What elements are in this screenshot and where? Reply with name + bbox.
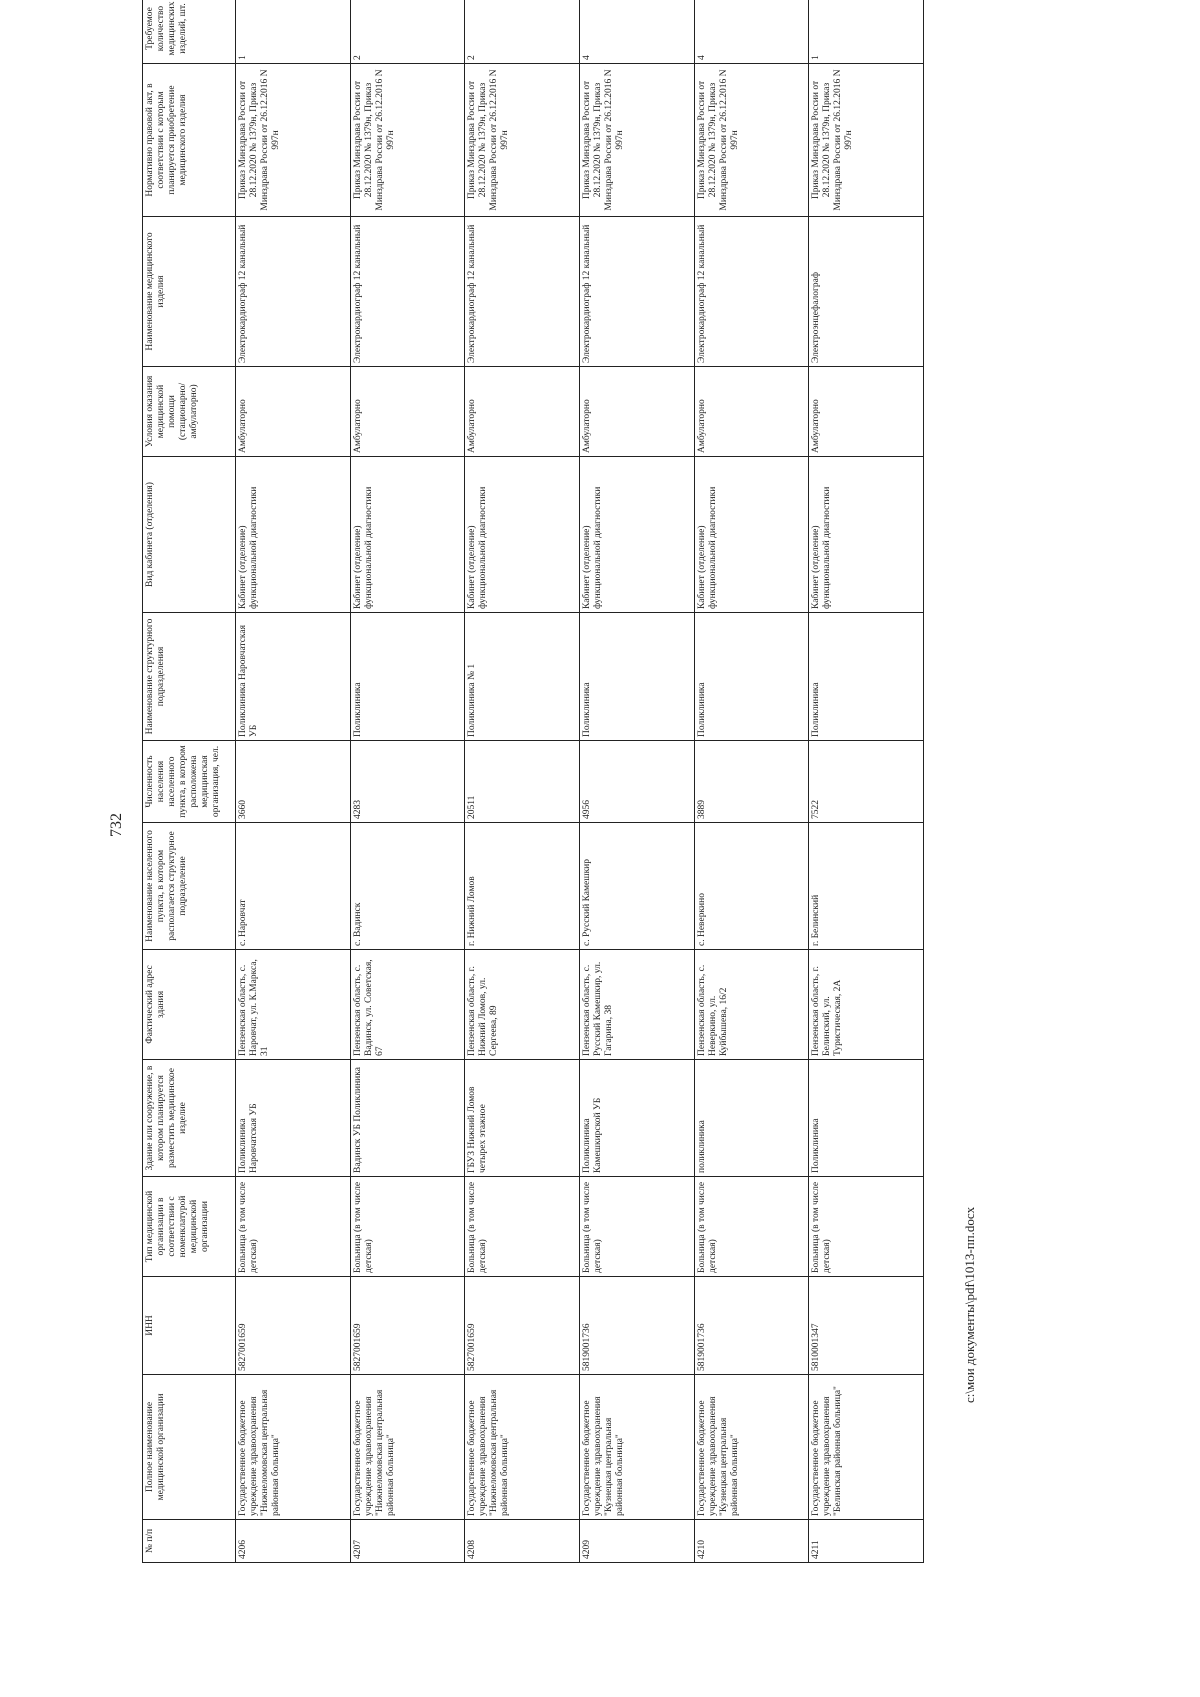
- settlement: г. Белинский: [809, 823, 924, 950]
- conditions: Амбулаторно: [350, 367, 465, 457]
- table-row: [579, 0, 694, 1563]
- cabinet: Кабинет (отделение) функциональной диагностики: [809, 457, 924, 613]
- quantity: 2: [350, 0, 465, 64]
- row-number: 4206: [236, 1520, 351, 1563]
- table-row: [809, 0, 924, 1563]
- device: Электрокардиограф 12 канальный: [694, 217, 809, 367]
- table-row: [694, 0, 809, 1563]
- population: 20511: [465, 741, 580, 823]
- conditions: Амбулаторно: [465, 367, 580, 457]
- inn: 5819001736: [694, 1277, 809, 1375]
- address: Пензенская область, с. Наровчат, ул. К.Маркса, 31: [236, 950, 351, 1060]
- building: Поликлиника Наровчатская УБ: [236, 1060, 351, 1177]
- org-name: Государственное бюджетное учреждение здравоохранения "Кузнецкая центральная районная больница": [579, 1375, 694, 1520]
- header-cell: Вид кабинета (отделения): [143, 457, 236, 613]
- header-cell: ИНН: [143, 1277, 236, 1375]
- page-number: 732: [108, 813, 125, 837]
- cabinet: Кабинет (отделение) функциональной диагностики: [694, 457, 809, 613]
- cabinet: Кабинет (отделение) функциональной диагностики: [236, 457, 351, 613]
- cabinet: Кабинет (отделение) функциональной диагностики: [465, 457, 580, 613]
- org-type: Больница (в том числе детская): [465, 1177, 580, 1277]
- header-cell: Наименование структурного подразделения: [143, 613, 236, 741]
- conditions: Амбулаторно: [694, 367, 809, 457]
- medical-devices-table: [142, 0, 924, 1563]
- org-type: Больница (в том числе детская): [809, 1177, 924, 1277]
- org-type: Больница (в том числе детская): [236, 1177, 351, 1277]
- org-type: Больница (в том числе детская): [350, 1177, 465, 1277]
- legal-act: Приказ Минздрава России от 28.12.2020 № 1379н, Приказ Минздрава России от 26.12.2016 N 997н: [350, 64, 465, 217]
- unit: Поликлиника: [579, 613, 694, 741]
- legal-act: Приказ Минздрава России от 28.12.2020 № 1379н, Приказ Минздрава России от 26.12.2016 N 997н: [465, 64, 580, 217]
- cabinet: Кабинет (отделение) функциональной диагностики: [350, 457, 465, 613]
- header-row: [143, 0, 236, 1563]
- building: ГБУЗ Нижний Ломов четырех этажное: [465, 1060, 580, 1177]
- quantity: 2: [465, 0, 580, 64]
- header-cell: Наименование населенного пункта, в котором располагается структурное подразделение: [143, 823, 236, 950]
- header-cell: Нормативно правовой акт, в соответствии с которым планируется приобретение медицинского изделия: [143, 64, 236, 217]
- device: Электрокардиограф 12 канальный: [579, 217, 694, 367]
- address: Пензенская область, с. Русский Камешкир, ул. Гагарина, 38: [579, 950, 694, 1060]
- inn: 5827001659: [465, 1277, 580, 1375]
- org-name: Государственное бюджетное учреждение здравоохранения "Кузнецкая центральная районная больница": [694, 1375, 809, 1520]
- inn: 5827001659: [236, 1277, 351, 1375]
- conditions: Амбулаторно: [809, 367, 924, 457]
- header-cell: Требуемое количество медицинских изделий, шт.: [143, 0, 236, 64]
- header-cell: Наименование медицинского изделия: [143, 217, 236, 367]
- row-number: 4207: [350, 1520, 465, 1563]
- building: Поликлиника Камешкирской УБ: [579, 1060, 694, 1177]
- row-number: 4209: [579, 1520, 694, 1563]
- header-cell: Полное наименование медицинской организации: [143, 1375, 236, 1520]
- file-path-footer: c:\мои документы\pdf\1013-пп.docx: [962, 1206, 977, 1403]
- unit: Поликлиника: [694, 613, 809, 741]
- org-type: Больница (в том числе детская): [579, 1177, 694, 1277]
- org-name: Государственное бюджетное учреждение здравоохранения "Нижнеломовская центральная районная больница": [465, 1375, 580, 1520]
- address: Пензенская область, с. Вадинск, ул. Советская, 67: [350, 950, 465, 1060]
- legal-act: Приказ Минздрава России от 28.12.2020 № 1379н, Приказ Минздрава России от 26.12.2016 N 997н: [236, 64, 351, 217]
- quantity: 4: [579, 0, 694, 64]
- org-name: Государственное бюджетное учреждение здравоохранения "Нижнеломовская центральная районная больница": [350, 1375, 465, 1520]
- conditions: Амбулаторно: [236, 367, 351, 457]
- rotated-page: [100, 1, 1020, 1635]
- org-name: Государственное бюджетное учреждение здравоохранения "Белинская районная больница": [809, 1375, 924, 1520]
- device: Электрокардиограф 12 канальный: [350, 217, 465, 367]
- header-cell: Тип медицинской организации в соответствии с номенклатурой медицинской организации: [143, 1177, 236, 1277]
- population: 4283: [350, 741, 465, 823]
- population: 3889: [694, 741, 809, 823]
- building: поликлиника: [694, 1060, 809, 1177]
- legal-act: Приказ Минздрава России от 28.12.2020 № 1379н, Приказ Минздрава России от 26.12.2016 N 997н: [694, 64, 809, 217]
- inn: 5810001347: [809, 1277, 924, 1375]
- address: Пензенская область, с. Неверкино, ул. Куйбышева, 16/2: [694, 950, 809, 1060]
- header-cell: Здание или сооружение, в котором планируется разместить медицинское изделие: [143, 1060, 236, 1177]
- building: Вадинск УБ Поликлиника: [350, 1060, 465, 1177]
- row-number: 4210: [694, 1520, 809, 1563]
- header-cell: Численность населения населенного пункта, в котором расположена медицинская организация, чел.: [143, 741, 236, 823]
- building: Поликлиника: [809, 1060, 924, 1177]
- inn: 5819001736: [579, 1277, 694, 1375]
- header-cell: Фактический адрес здания: [143, 950, 236, 1060]
- address: Пензенская область, г. Нижний Ломов, ул. Сергеева, 89: [465, 950, 580, 1060]
- conditions: Амбулаторно: [579, 367, 694, 457]
- settlement: с. Русский Камешкир: [579, 823, 694, 950]
- cabinet: Кабинет (отделение) функциональной диагностики: [579, 457, 694, 613]
- population: 3660: [236, 741, 351, 823]
- unit: Поликлиника: [809, 613, 924, 741]
- legal-act: Приказ Минздрава России от 28.12.2020 № 1379н, Приказ Минздрава России от 26.12.2016 N 997н: [809, 64, 924, 217]
- org-name: Государственное бюджетное учреждение здравоохранения "Нижнеломовская центральная районная больница": [236, 1375, 351, 1520]
- header-cell: Условия оказания медицинской помощи (стационарно/ амбулаторно): [143, 367, 236, 457]
- settlement: с. Наровчат: [236, 823, 351, 950]
- quantity: 4: [694, 0, 809, 64]
- device: Электрокардиограф 12 канальный: [465, 217, 580, 367]
- quantity: 1: [236, 0, 351, 64]
- device: Электрокардиограф 12 канальный: [236, 217, 351, 367]
- unit: Поликлиника: [350, 613, 465, 741]
- device: Электроэнцефалограф: [809, 217, 924, 367]
- quantity: 1: [809, 0, 924, 64]
- legal-act: Приказ Минздрава России от 28.12.2020 № 1379н, Приказ Минздрава России от 26.12.2016 N 997н: [579, 64, 694, 217]
- population: 7522: [809, 741, 924, 823]
- address: Пензенская область, г. Белинский, ул. Туристическая, 2А: [809, 950, 924, 1060]
- header-cell: № п/п: [143, 1520, 236, 1563]
- population: 4956: [579, 741, 694, 823]
- table-row: [465, 0, 580, 1563]
- unit: Поликлиника Наровчатская УБ: [236, 613, 351, 741]
- row-number: 4208: [465, 1520, 580, 1563]
- table-row: [350, 0, 465, 1563]
- settlement: г. Нижний Ломов: [465, 823, 580, 950]
- unit: Поликлиника № 1: [465, 613, 580, 741]
- table-row: [236, 0, 351, 1563]
- org-type: Больница (в том числе детская): [694, 1177, 809, 1277]
- settlement: с. Неверкино: [694, 823, 809, 950]
- inn: 5827001659: [350, 1277, 465, 1375]
- row-number: 4211: [809, 1520, 924, 1563]
- settlement: с. Вадинск: [350, 823, 465, 950]
